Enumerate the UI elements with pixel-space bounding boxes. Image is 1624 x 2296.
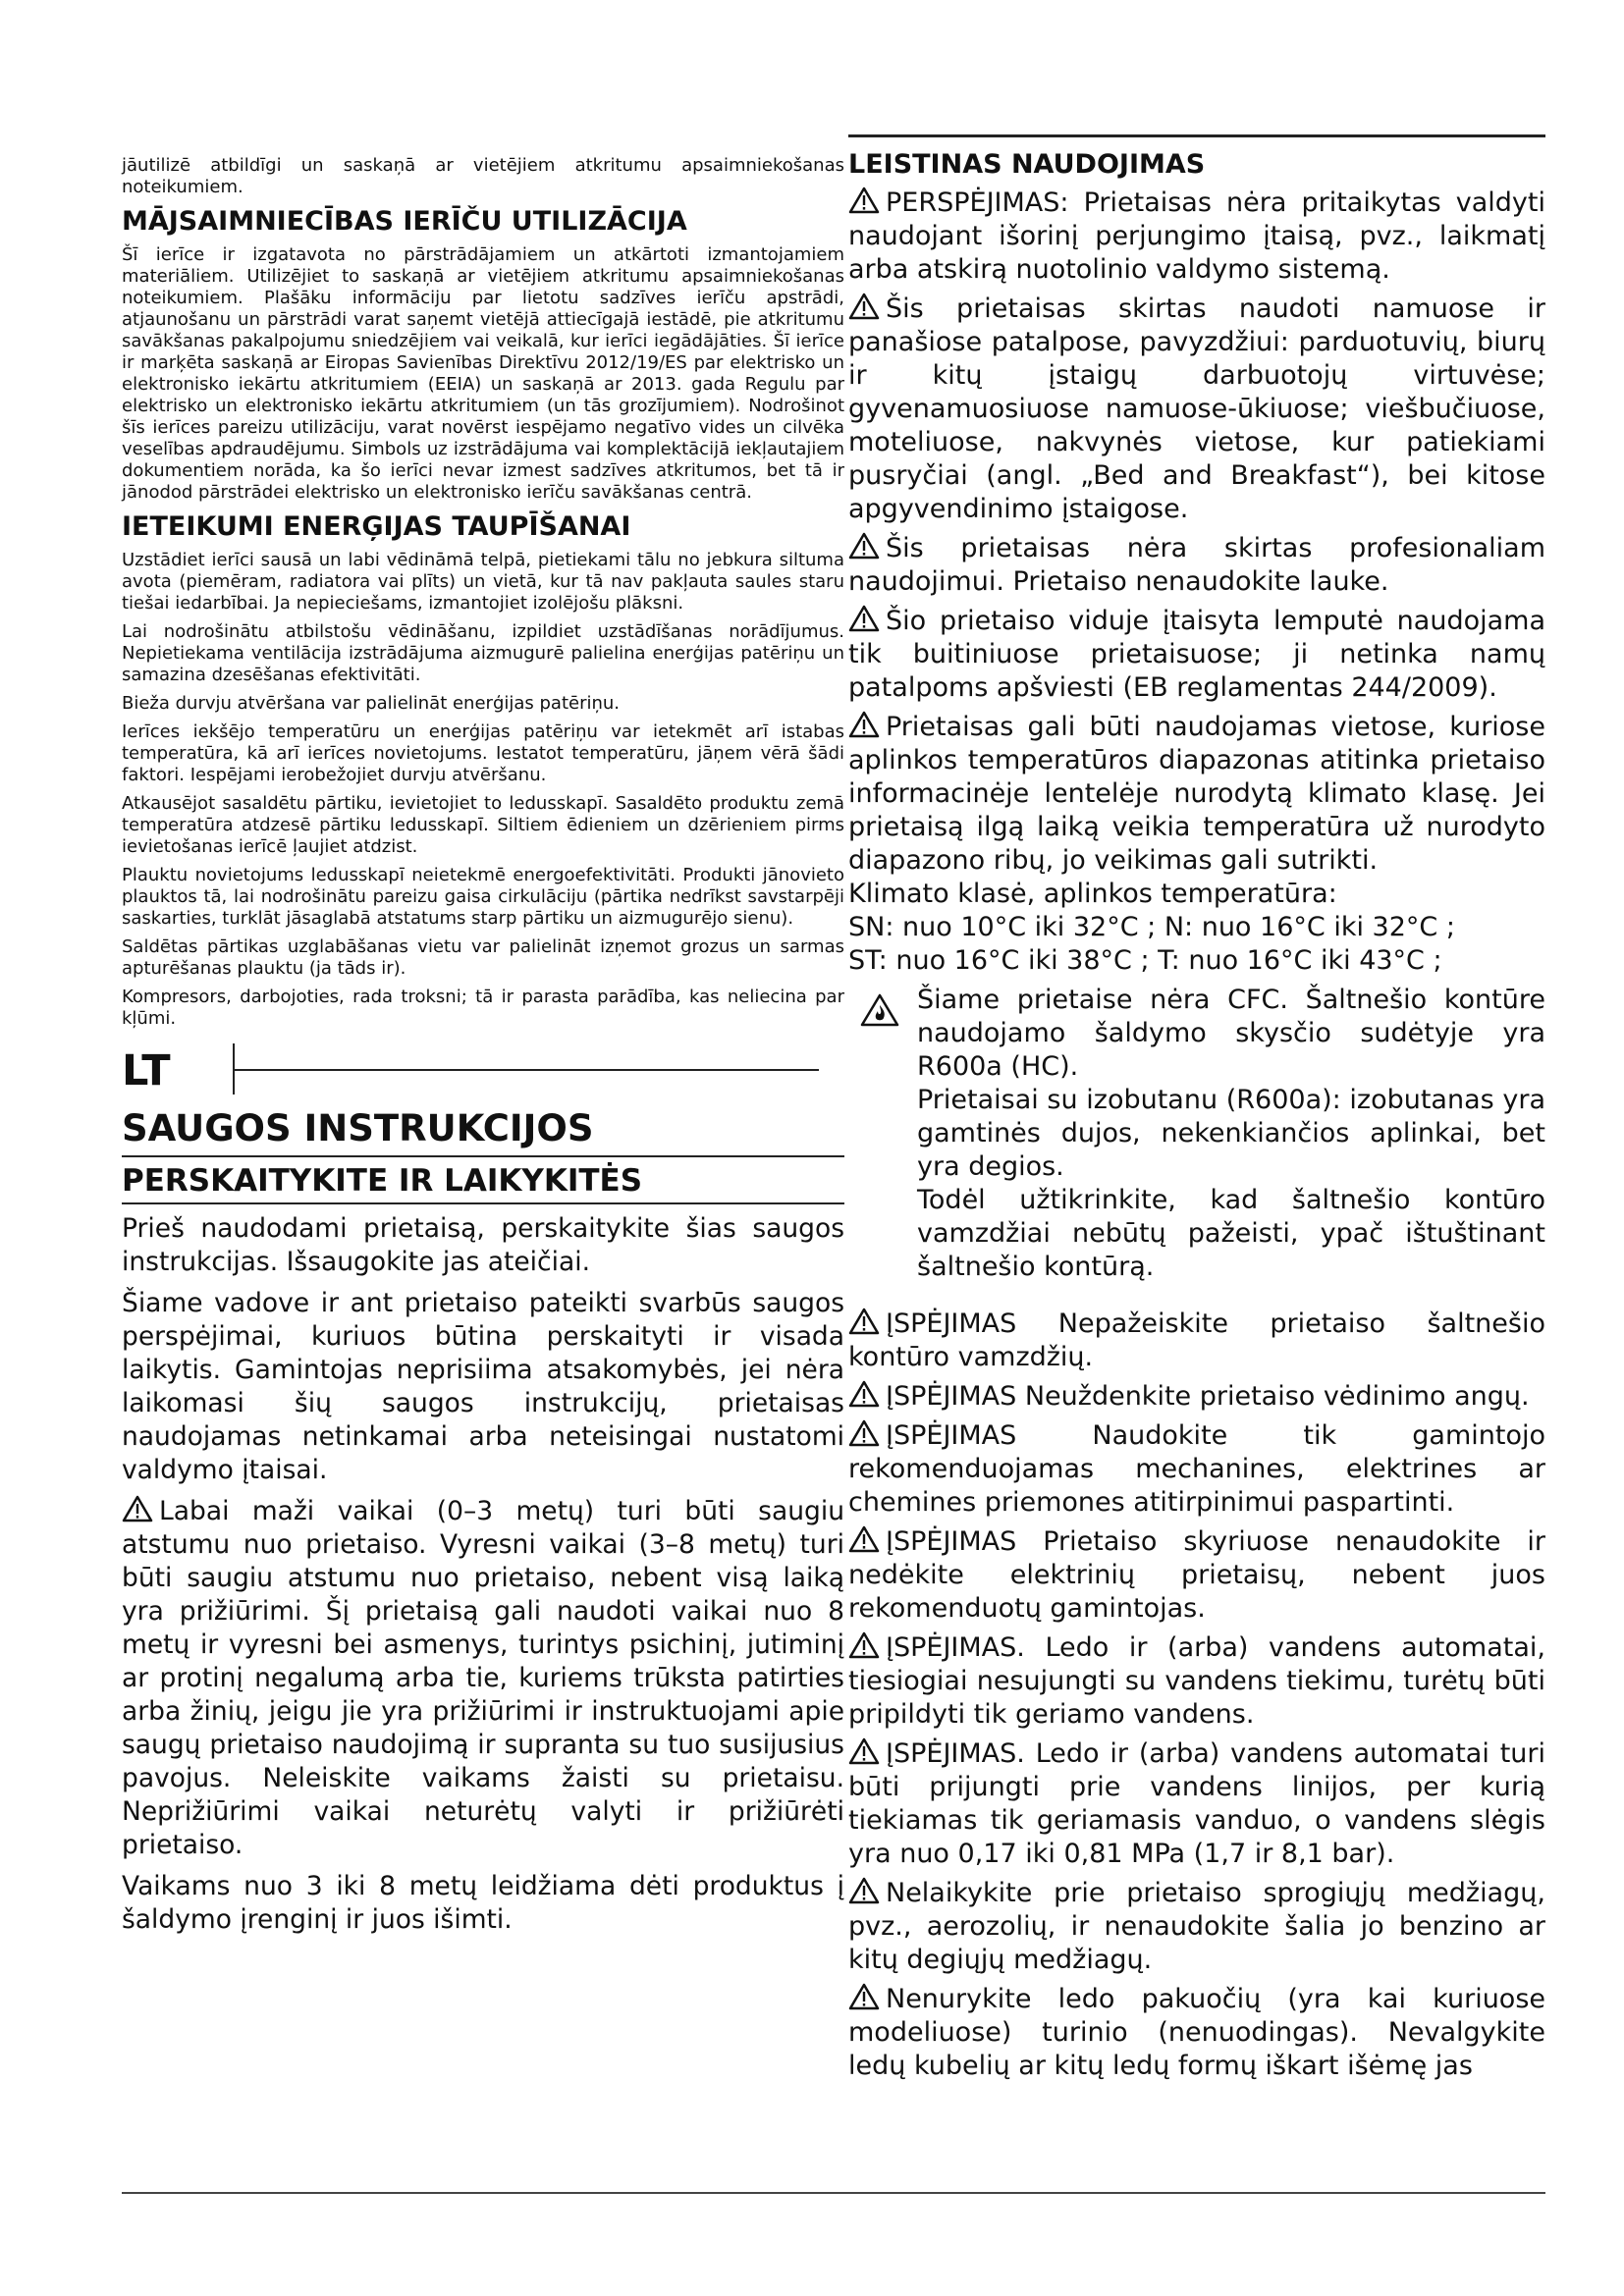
cfc-paragraph: Prietaisai su izobutanu (R600a): izobutanas yra gamtinės dujos, nekenkiančios aplinkai, bet yra degios. [917, 1085, 1545, 1182]
disposal-paragraph: Šī ierīce ir izgatavota no pārstrādājamiem un atkārtoti izmantojamiem materiāliem. Utilizējiet to saskaņā ar vietējiem atkritumu apsaimniekošanas noteikumiem. Plašāku informāciju par lietotu sadzīves ierīču apstrādi, atjaunošanu un pārstrādi varat saņemt vietējā attiecīgajā iestādē, pie atkritumu savākšanas pakalpojumu sniedzējiem vai veikalā, kur ierīci iegādājāties. Šī ierīce ir marķēta saskaņā ar Eiropas Savienības Direktīvu 2012/19/ES par elektrisko un elektronisko iekārtu atkritumiem (EEIA) un saskaņā ar 2013. gada Regulu par elektrisko un elektronisko iekārtu atkritumiem (un tās grozījumiem). Nodrošinot šīs ierīces pareizu utilizāciju, varat novērst iespējamo negatīvo vides un cilvēka veselības apdraudējumu. Simbols uz izstrādājuma vai komplektācijā iekļautajiem dokumentiem norāda, ka šo ierīci nevar izmest sadzīves atkritumos, bet tā ir jānodod pārstrādei elektrisko un elektronisko ierīču savākšanas centrā. [122, 244, 844, 503]
warning-triangle-icon [848, 1308, 880, 1335]
right-column [848, 149, 1545, 2089]
warning-triangle-icon [848, 187, 880, 214]
warning-triangle-icon [848, 1983, 880, 2010]
language-marker-line [235, 1069, 819, 1071]
safety-paragraph: Šiame vadove ir ant prietaiso pateikti svarbūs saugos perspėjimai, kuriuos būtina perskaityti ir visada laikytis. Gamintojas neprisiima atsakomybės, jei nėra laikomasi šių saugos instrukcijų, prietaisas naudojamas netinkamai arba neteisingai nustatomi valdymo įtaisai. [122, 1288, 844, 1485]
warning-text: ĮSPĖJIMAS. Ledo ir (arba) vandens automatai, tiesiogiai nesujungti su vandens tiekimu, turėtų būti pripildyti tik geriamo vandens. [848, 1632, 1545, 1730]
warning-paragraph [848, 1737, 1545, 1871]
warning-paragraph [848, 532, 1545, 599]
energy-paragraph: Atkausējot sasaldētu pārtiku, ievietojiet to ledusskapī. Sasaldēto produktu zemā temperatūra atdzesē pārtiku ledusskapī. Siltiem ēdieniem un dzērieniem pirms ievietošanas ierīcē ļaujiet atdzist. [122, 793, 844, 857]
warning-paragraph [848, 187, 1545, 287]
warning-paragraph [848, 1419, 1545, 1520]
climate-title: Klimato klasė, aplinkos temperatūra: [848, 879, 1337, 909]
flammable-warning-icon [860, 993, 899, 1027]
top-rule [848, 134, 1545, 137]
climate-row: SN: nuo 10°C iki 32°C ; N: nuo 16°C iki 32°C ; [848, 912, 1455, 942]
heading-energy: IETEIKUMI ENERĢIJAS TAUPĪŠANAI [122, 511, 631, 542]
warning-text: Šis prietaisas nėra skirtas profesionaliam naudojimui. Prietaiso nenaudokite lauke. [848, 533, 1545, 597]
safety-subtitle: PERSKAITYKITE IR LAIKYKITĖS [122, 1161, 844, 1204]
warning-paragraph [848, 1877, 1545, 1977]
heading-disposal: MĀJSAIMNIECĪBAS IERĪČU UTILIZĀCIJA [122, 206, 687, 237]
energy-paragraph: Plauktu novietojums ledusskapī neietekmē energoefektivitāti. Produkti jānovieto plauktos tā, lai nodrošinātu pareizu gaisa cirkulāciju (pārtika nedrīkst savstarpēji saskarties, turklāt jāsaglabā atstatums starp pārtiku un aizmugurējo sienu). [122, 865, 844, 929]
cfc-paragraph: Šiame prietaise nėra CFC. Šaltnešio kontūre naudojamo šaldymo skysčio sudėtyje yra R600a (HC). [917, 985, 1545, 1082]
left-column [122, 155, 844, 1945]
warning-text: PERSPĖJIMAS: Prietaisas nėra pritaikytas valdyti naudojant išorinį perjungimo įtaisą, pvz., laikmatį arba atskirą nuotolinio valdymo sistemą. [848, 187, 1545, 285]
warning-triangle-icon [848, 605, 880, 632]
warning-paragraph [848, 293, 1545, 526]
warning-paragraph [848, 605, 1545, 705]
warning-text: Prietaisas gali būti naudojamas vietose, kuriose aplinkos temperatūros diapazonas atitinka prietaiso informacinėje lentelėje nurodytą klimato klasę. Jei prietaisą ilgą laiką veikia temperatūra už nurodyto diapazono ribų, jo veikimas gali sutrikti. [848, 712, 1545, 876]
warning-text: ĮSPĖJIMAS. Ledo ir (arba) vandens automatai turi būti prijungti prie vandens linijos, per kurią tiekiamas tik geriamasis vanduo, o vandens slėgis yra nuo 0,17 iki 0,81 MPa (1,7 ir 8,1 bar). [848, 1738, 1545, 1869]
warning-triangle-icon [848, 1525, 880, 1553]
language-code: LT [122, 1046, 171, 1095]
energy-paragraph: Kompresors, darbojoties, rada troksni; tā ir parasta parādība, kas neliecina par kļūmi. [122, 987, 844, 1029]
warning-triangle-icon [848, 1877, 880, 1904]
warning-text: Nelaikykite prie prietaiso sprogiųjų medžiagų, pvz., aerozolių, ir nenaudokite šalia jo benzino ar kitų degiųjų medžiagų. [848, 1878, 1545, 1975]
safety-title: SAUGOS INSTRUKCIJOS [122, 1106, 844, 1157]
flammable-notice [848, 984, 1545, 1284]
child-safety-paragraph [122, 1495, 844, 1862]
warning-triangle-icon [848, 1419, 880, 1447]
warning-paragraph [848, 711, 1545, 878]
warning-text: Šio prietaiso viduje įtaisyta lemputė naudojama tik buitiniuose prietaisuose; ji netinka namų patalpoms apšviesti (EB reglamentas 244/2009). [848, 606, 1545, 703]
climate-row: ST: nuo 16°C iki 38°C ; T: nuo 16°C iki 43°C ; [848, 945, 1442, 976]
warning-text: Nenurykite ledo pakuočių (yra kai kuriuose modeliuose) turinio (nenuodingas). Nevalgykite ledų kubelių ar kitų ledų formų iškart išėmę jas [848, 1984, 1545, 2081]
warning-triangle-icon [848, 1631, 880, 1659]
energy-paragraph: Saldētas pārtikas uzglabāšanas vietu var palielināt izņemot grozus un sarmas apturēšanas plauktu (ja tāds ir). [122, 936, 844, 979]
children-loading-paragraph: Vaikams nuo 3 iki 8 metų leidžiama dėti produktus į šaldymo įrenginį ir juos išimti. [122, 1871, 844, 1935]
bottom-rule [122, 2192, 1545, 2194]
language-marker [122, 1043, 844, 1098]
energy-paragraph: Bieža durvju atvēršana var palielināt enerģijas patēriņu. [122, 693, 621, 714]
safety-paragraph: Prieš naudodami prietaisą, perskaitykite šias saugos instrukcijas. Išsaugokite jas ateičiai. [122, 1213, 844, 1277]
heading-permitted-use: LEISTINAS NAUDOJIMAS [848, 149, 1206, 180]
energy-paragraph: Lai nodrošinātu atbilstošu vēdināšanu, izpildiet uzstādīšanas norādījumus. Nepietiekama ventilācija izstrādājuma aizmugurē palielina enerģijas patēriņu un samazina dzesēšanas efektivitāti. [122, 621, 844, 685]
energy-paragraph: Uzstādiet ierīci sausā un labi vēdināmā telpā, pietiekami tālu no jebkura siltuma avota (piemēram, radiatora vai plīts) un vietā, kur tā nav pakļauta saules staru tiešai iedarbībai. Ja nepieciešams, izmantojiet izolējošu plāksni. [122, 550, 844, 614]
warning-triangle-icon [848, 711, 880, 738]
warning-triangle-icon [848, 1380, 880, 1408]
child-safety-text: Labai maži vaikai (0–3 metų) turi būti saugiu atstumu nuo prietaiso. Vyresni vaikai (3–8 metų) turi būti saugiu atstumu nuo prietaiso, nebent visą laiką yra prižiūrimi. Šį prietaisą gali naudoti vaikai nuo 8 metų ir vyresni bei asmenys, turintys psichinį, jutiminį ar protinį negalumą arba tie, kuriems trūksta patirties arba žinių, jeigu jie yra prižiūrimi ir instruktuojami apie saugų prietaiso naudojimą ir supranta su tuo susijusius pavojus. Neleiskite vaikams žaisti su prietaisu. Neprižiūrimi vaikai neturėtų valyti ir prižiūrėti prietaiso. [122, 1496, 844, 1860]
energy-paragraph: Ierīces iekšējo temperatūru un enerģijas patēriņu var ietekmēt arī istabas temperatūra, kā arī ierīces novietojums. Iestatot temperatūru, jāņem vērā šādi faktori. Iespējami ierobežojiet durvju atvēršanu. [122, 721, 844, 785]
warning-triangle-icon [848, 532, 880, 560]
cfc-paragraph: Todėl užtikrinkite, kad šaltnešio kontūro vamzdžiai nebūtų pažeisti, ypač ištuštinant šaltnešio kontūrą. [917, 1185, 1545, 1282]
warning-paragraph [848, 1631, 1545, 1732]
warning-text: ĮSPĖJIMAS Naudokite tik gamintojo rekomenduojamas mechanines, elektrines ar chemines priemones atitirpinimui paspartinti. [848, 1420, 1545, 1518]
warning-text: ĮSPĖJIMAS Nepažeiskite prietaiso šaltnešio kontūro vamzdžių. [848, 1308, 1545, 1372]
disposal-intro-text: jāutilizē atbildīgi un saskaņā ar vietējiem atkritumu apsaimniekošanas noteikumiem. [122, 155, 844, 197]
warning-text: ĮSPĖJIMAS Prietaiso skyriuose nenaudokite ir nedėkite elektrinių prietaisų, nebent juos rekomenduotų gamintojas. [848, 1526, 1545, 1624]
warning-paragraph [848, 1983, 1545, 2083]
warning-triangle-icon [848, 1737, 880, 1765]
warning-paragraph [848, 1525, 1545, 1626]
warning-triangle-icon [848, 293, 880, 320]
warning-triangle-icon [122, 1495, 153, 1522]
warning-text: Šis prietaisas skirtas naudoti namuose ir panašiose patalpose, pavyzdžiui: parduotuvių, biurų ir kitų įstaigų darbuotojų virtuvėse; gyvenamuosiuose namuose-ūkiuose; viešbučiuose, moteliuose, nakvynės vietose, kur patiekiami pusryčiai (angl. „Bed and Breakfast“), bei kitose apgyvendinimo įstaigose. [848, 294, 1545, 524]
warning-paragraph [848, 1380, 1545, 1414]
warning-paragraph [848, 1308, 1545, 1374]
warning-text: ĮSPĖJIMAS Neuždenkite prietaiso vėdinimo angų. [886, 1381, 1530, 1412]
